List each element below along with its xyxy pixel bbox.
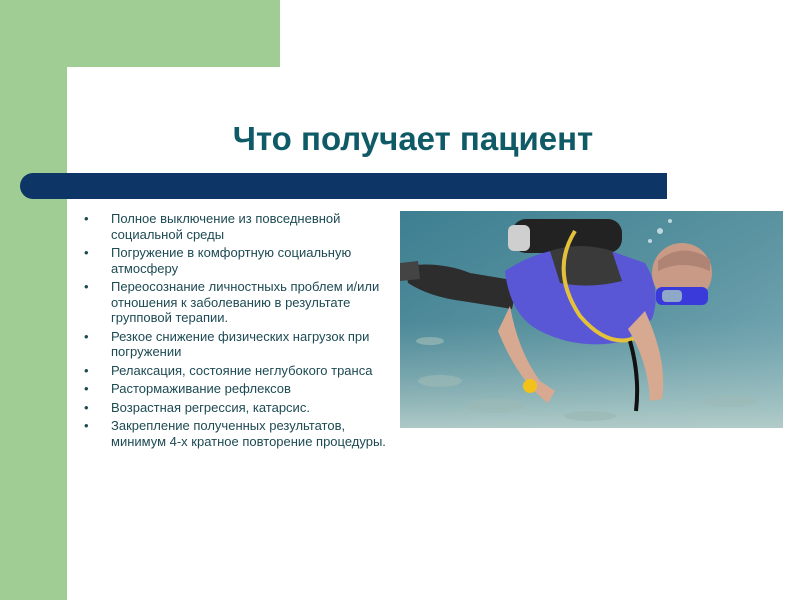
bullet-item: • Переосознание личностныхь проблем и/или отношения к заболеванию в результате групповой терапии. [84, 279, 396, 326]
green-top-band [0, 0, 280, 67]
slide-title: Что получает пациент [232, 120, 594, 157]
bullet-list [84, 211, 396, 452]
title-underline-bar [20, 173, 667, 199]
green-side-band [0, 0, 67, 600]
bullet-item: • Релаксация, состояние неглубокого транса [84, 363, 396, 379]
bullet-item: • Закрепление полученных результатов, минимум 4-х кратное повторение процедуры. [84, 418, 396, 449]
diver-photo [400, 211, 783, 428]
bullet-item: • Возрастная регрессия, катарсис. [84, 400, 396, 416]
diver-illustration [400, 211, 783, 428]
bullet-item: • Резкое снижение физических нагрузок при погружении [84, 329, 396, 360]
bullet-item: • Полное выключение из повседневной социальной среды [84, 211, 396, 242]
bullet-item: • Растормаживание рефлексов [84, 381, 396, 397]
bullet-item: • Погружение в комфортную социальную атмосферу [84, 245, 396, 276]
